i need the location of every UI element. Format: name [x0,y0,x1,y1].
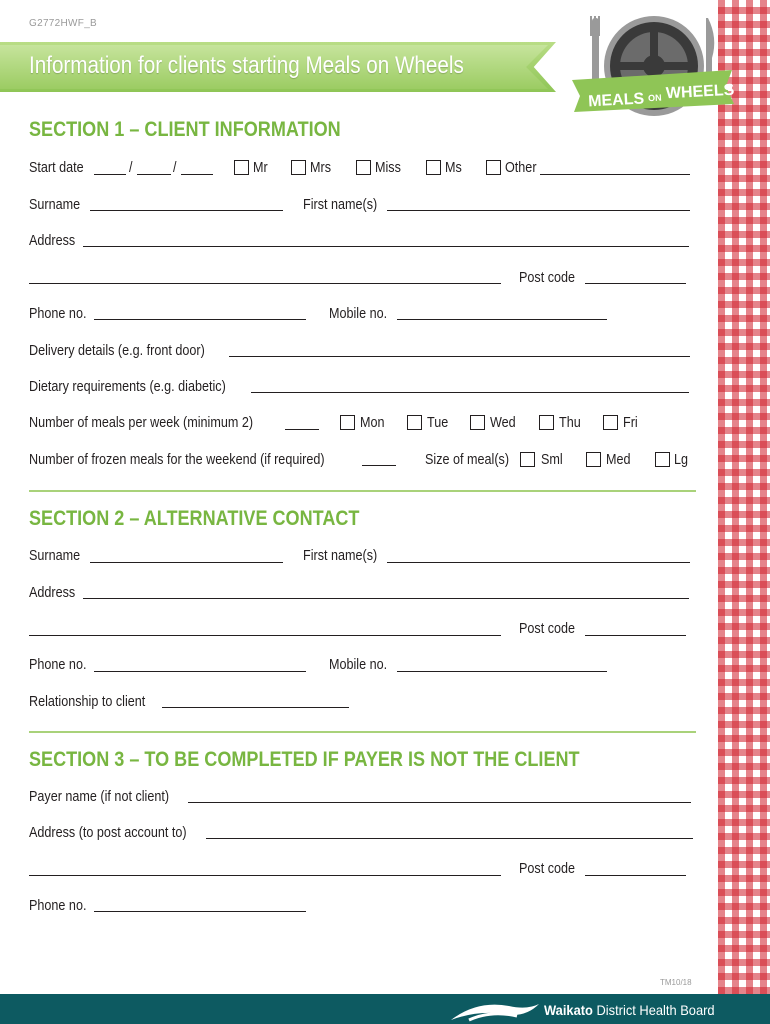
payer-name-label: Payer name (if not client) [29,788,170,805]
address-line2-field[interactable] [29,283,501,284]
start-date-day-field[interactable] [94,174,126,175]
day-mon-checkbox[interactable] [340,415,355,430]
payer-post-code-field[interactable] [585,875,686,876]
alt-address-label: Address [29,584,76,601]
mobile-label: Mobile no. [329,305,388,322]
payer-name-field[interactable] [188,802,691,803]
surname-label: Surname [29,196,81,213]
size-of-meal-label: Size of meal(s) [425,451,510,468]
surname-field[interactable] [90,210,283,211]
section-divider [29,731,696,733]
section3-heading: SECTION 3 – TO BE COMPLETED IF PAYER IS NOT THE CLIENT [29,748,580,771]
logo-text: MEALS [587,90,645,111]
size-lg-label: Lg [674,451,689,468]
footer-form-code: TM10/18 [660,978,692,987]
logo-text-wheels: WHEELS [665,81,735,103]
title-miss-checkbox[interactable] [356,160,371,175]
title-mrs-checkbox[interactable] [291,160,306,175]
form-code: G2772HWF_B [29,18,98,29]
day-mon-label: Mon [360,414,385,431]
alt-address-line2-field[interactable] [29,635,501,636]
size-med-label: Med [606,451,631,468]
title-miss-label: Miss [375,159,401,176]
alt-phone-field[interactable] [94,671,306,672]
first-names-label: First name(s) [303,196,378,213]
meals-per-week-label: Number of meals per week (minimum 2) [29,414,254,431]
payer-post-code-label: Post code [519,860,576,877]
start-date-year-field[interactable] [181,174,213,175]
day-wed-checkbox[interactable] [470,415,485,430]
size-lg-checkbox[interactable] [655,452,670,467]
title-ms-checkbox[interactable] [426,160,441,175]
alt-address-field[interactable] [83,598,689,599]
day-thu-label: Thu [559,414,581,431]
size-sml-checkbox[interactable] [520,452,535,467]
section1-heading: SECTION 1 – CLIENT INFORMATION [29,118,341,141]
meals-on-wheels-logo [568,8,736,118]
section2-heading: SECTION 2 – ALTERNATIVE CONTACT [29,507,360,530]
day-tue-checkbox[interactable] [407,415,422,430]
relationship-label: Relationship to client [29,693,146,710]
footer-org-bold: Waikato [544,1002,593,1018]
frozen-meals-field[interactable] [362,465,396,466]
start-date-month-field[interactable] [137,174,171,175]
date-separator: / [129,159,133,176]
address-field[interactable] [83,246,689,247]
post-code-field[interactable] [585,283,686,284]
day-thu-checkbox[interactable] [539,415,554,430]
title-mrs-label: Mrs [310,159,331,176]
start-date-label: Start date [29,159,84,176]
alt-surname-field[interactable] [90,562,283,563]
day-fri-checkbox[interactable] [603,415,618,430]
title-other-checkbox[interactable] [486,160,501,175]
payer-phone-field[interactable] [94,911,306,912]
day-tue-label: Tue [427,414,449,431]
alt-post-code-field[interactable] [585,635,686,636]
footer-organisation [544,1002,715,1018]
alt-surname-label: Surname [29,547,81,564]
section-divider [29,490,696,492]
account-address-field[interactable] [206,838,693,839]
account-address-label: Address (to post account to) [29,824,187,841]
address-label: Address [29,232,76,249]
page-title: Information for clients starting Meals on Wheels [29,52,464,79]
alt-first-names-label: First name(s) [303,547,378,564]
day-fri-label: Fri [623,414,638,431]
size-med-checkbox[interactable] [586,452,601,467]
date-separator: / [173,159,177,176]
frozen-meals-label: Number of frozen meals for the weekend (if required) [29,451,325,468]
payer-phone-label: Phone no. [29,897,87,914]
alt-first-names-field[interactable] [387,562,690,563]
day-wed-label: Wed [490,414,516,431]
logo-text-on: ON [647,92,662,104]
title-mr-checkbox[interactable] [234,160,249,175]
alt-phone-label: Phone no. [29,656,87,673]
alt-mobile-label: Mobile no. [329,656,388,673]
meals-per-week-field[interactable] [285,429,319,430]
footer-org-rest: District Health Board [592,1002,715,1018]
title-other-field[interactable] [540,174,690,175]
relationship-field[interactable] [162,707,349,708]
account-address-line2-field[interactable] [29,875,501,876]
dietary-requirements-field[interactable] [251,392,689,393]
phone-label: Phone no. [29,305,87,322]
title-mr-label: Mr [253,159,268,176]
alt-post-code-label: Post code [519,620,576,637]
size-sml-label: Sml [541,451,563,468]
gingham-tablecloth-border [718,0,770,994]
dietary-requirements-label: Dietary requirements (e.g. diabetic) [29,378,226,395]
delivery-details-field[interactable] [229,356,690,357]
phone-field[interactable] [94,319,306,320]
delivery-details-label: Delivery details (e.g. front door) [29,342,205,359]
title-other-label: Other [505,159,537,176]
first-names-field[interactable] [387,210,690,211]
mobile-field[interactable] [397,319,607,320]
alt-mobile-field[interactable] [397,671,607,672]
post-code-label: Post code [519,269,576,286]
waikato-dhb-logo-icon [447,996,543,1024]
title-ms-label: Ms [445,159,462,176]
